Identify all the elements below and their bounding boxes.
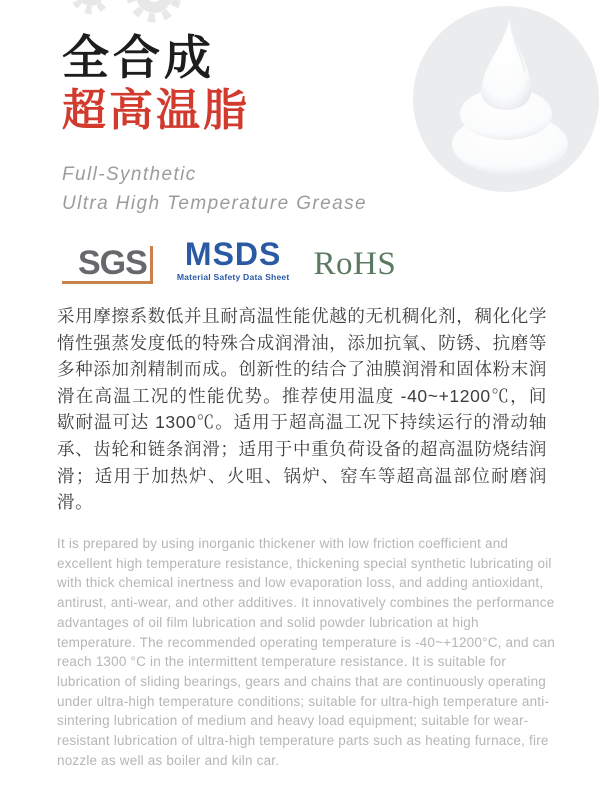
msds-logo-label: MSDS	[184, 236, 282, 272]
msds-logo-sublabel: Material Safety Data Sheet	[176, 272, 290, 282]
certification-logos	[62, 238, 396, 284]
subtitle-line2: Ultra High Temperature Grease	[62, 193, 367, 215]
page-title-cn-line2: 超高温脂	[62, 86, 250, 136]
grease-product-image	[413, 6, 599, 192]
rohs-logo-label: RoHS	[313, 246, 397, 282]
description-chinese: 采用摩擦系数低并且耐高温性能优越的无机稠化剂，稠化化学惰性强蒸发度低的特殊合成润滑油，添加抗氧、防锈、抗磨等多种添加剂精制而成。创新性的结合了油膜润滑和固体粉末润滑在高温工况的性能优势。推荐使用温度 -40~+1200℃，间歇耐温可达 1300℃。适用于超高温工况下持续运行的滑动轴承、齿轮和链条润滑；适用于中重负荷设备的超高温防烧结润滑；适用于加热炉、火咀、锅炉、窑车等超高温部位耐磨润滑。	[57, 306, 547, 513]
grease-dollop-icon	[413, 6, 599, 192]
msds-logo	[177, 238, 290, 284]
rohs-logo	[313, 248, 396, 284]
sgs-logo	[62, 246, 153, 284]
page-title-cn-line1: 全合成	[62, 31, 215, 84]
sgs-logo-label: SGS	[78, 244, 147, 282]
title-block	[62, 30, 250, 136]
subtitle-line1: Full-Synthetic	[62, 164, 197, 185]
page-subtitle	[62, 160, 367, 219]
description-english: It is prepared by using inorganic thickener with low friction coefficient and excellent high temperature resistance, thickening special synthetic lubricating oil with thick chemical inertness and low evaporation loss, and adding antioxidant, antirust, anti-wear, and other additives. It innovatively combines the performance advantages of oil film lubrication and solid powder lubrication at high temperature. The recommended operating temperature is -40~+1200°C, and can reach 1300 °C in the intermittent temperature resistance. It is suitable for lubrication of sliding bearings, gears and chains that are continuously operating under ultra-high temperature conditions; suitable for ultra-high temperature anti-sintering lubrication of medium and heavy load equipment; suitable for wear-resistant lubrication of ultra-high temperature parts such as heating furnace, fire nozzle as well as boiler and kiln car.	[57, 536, 555, 768]
